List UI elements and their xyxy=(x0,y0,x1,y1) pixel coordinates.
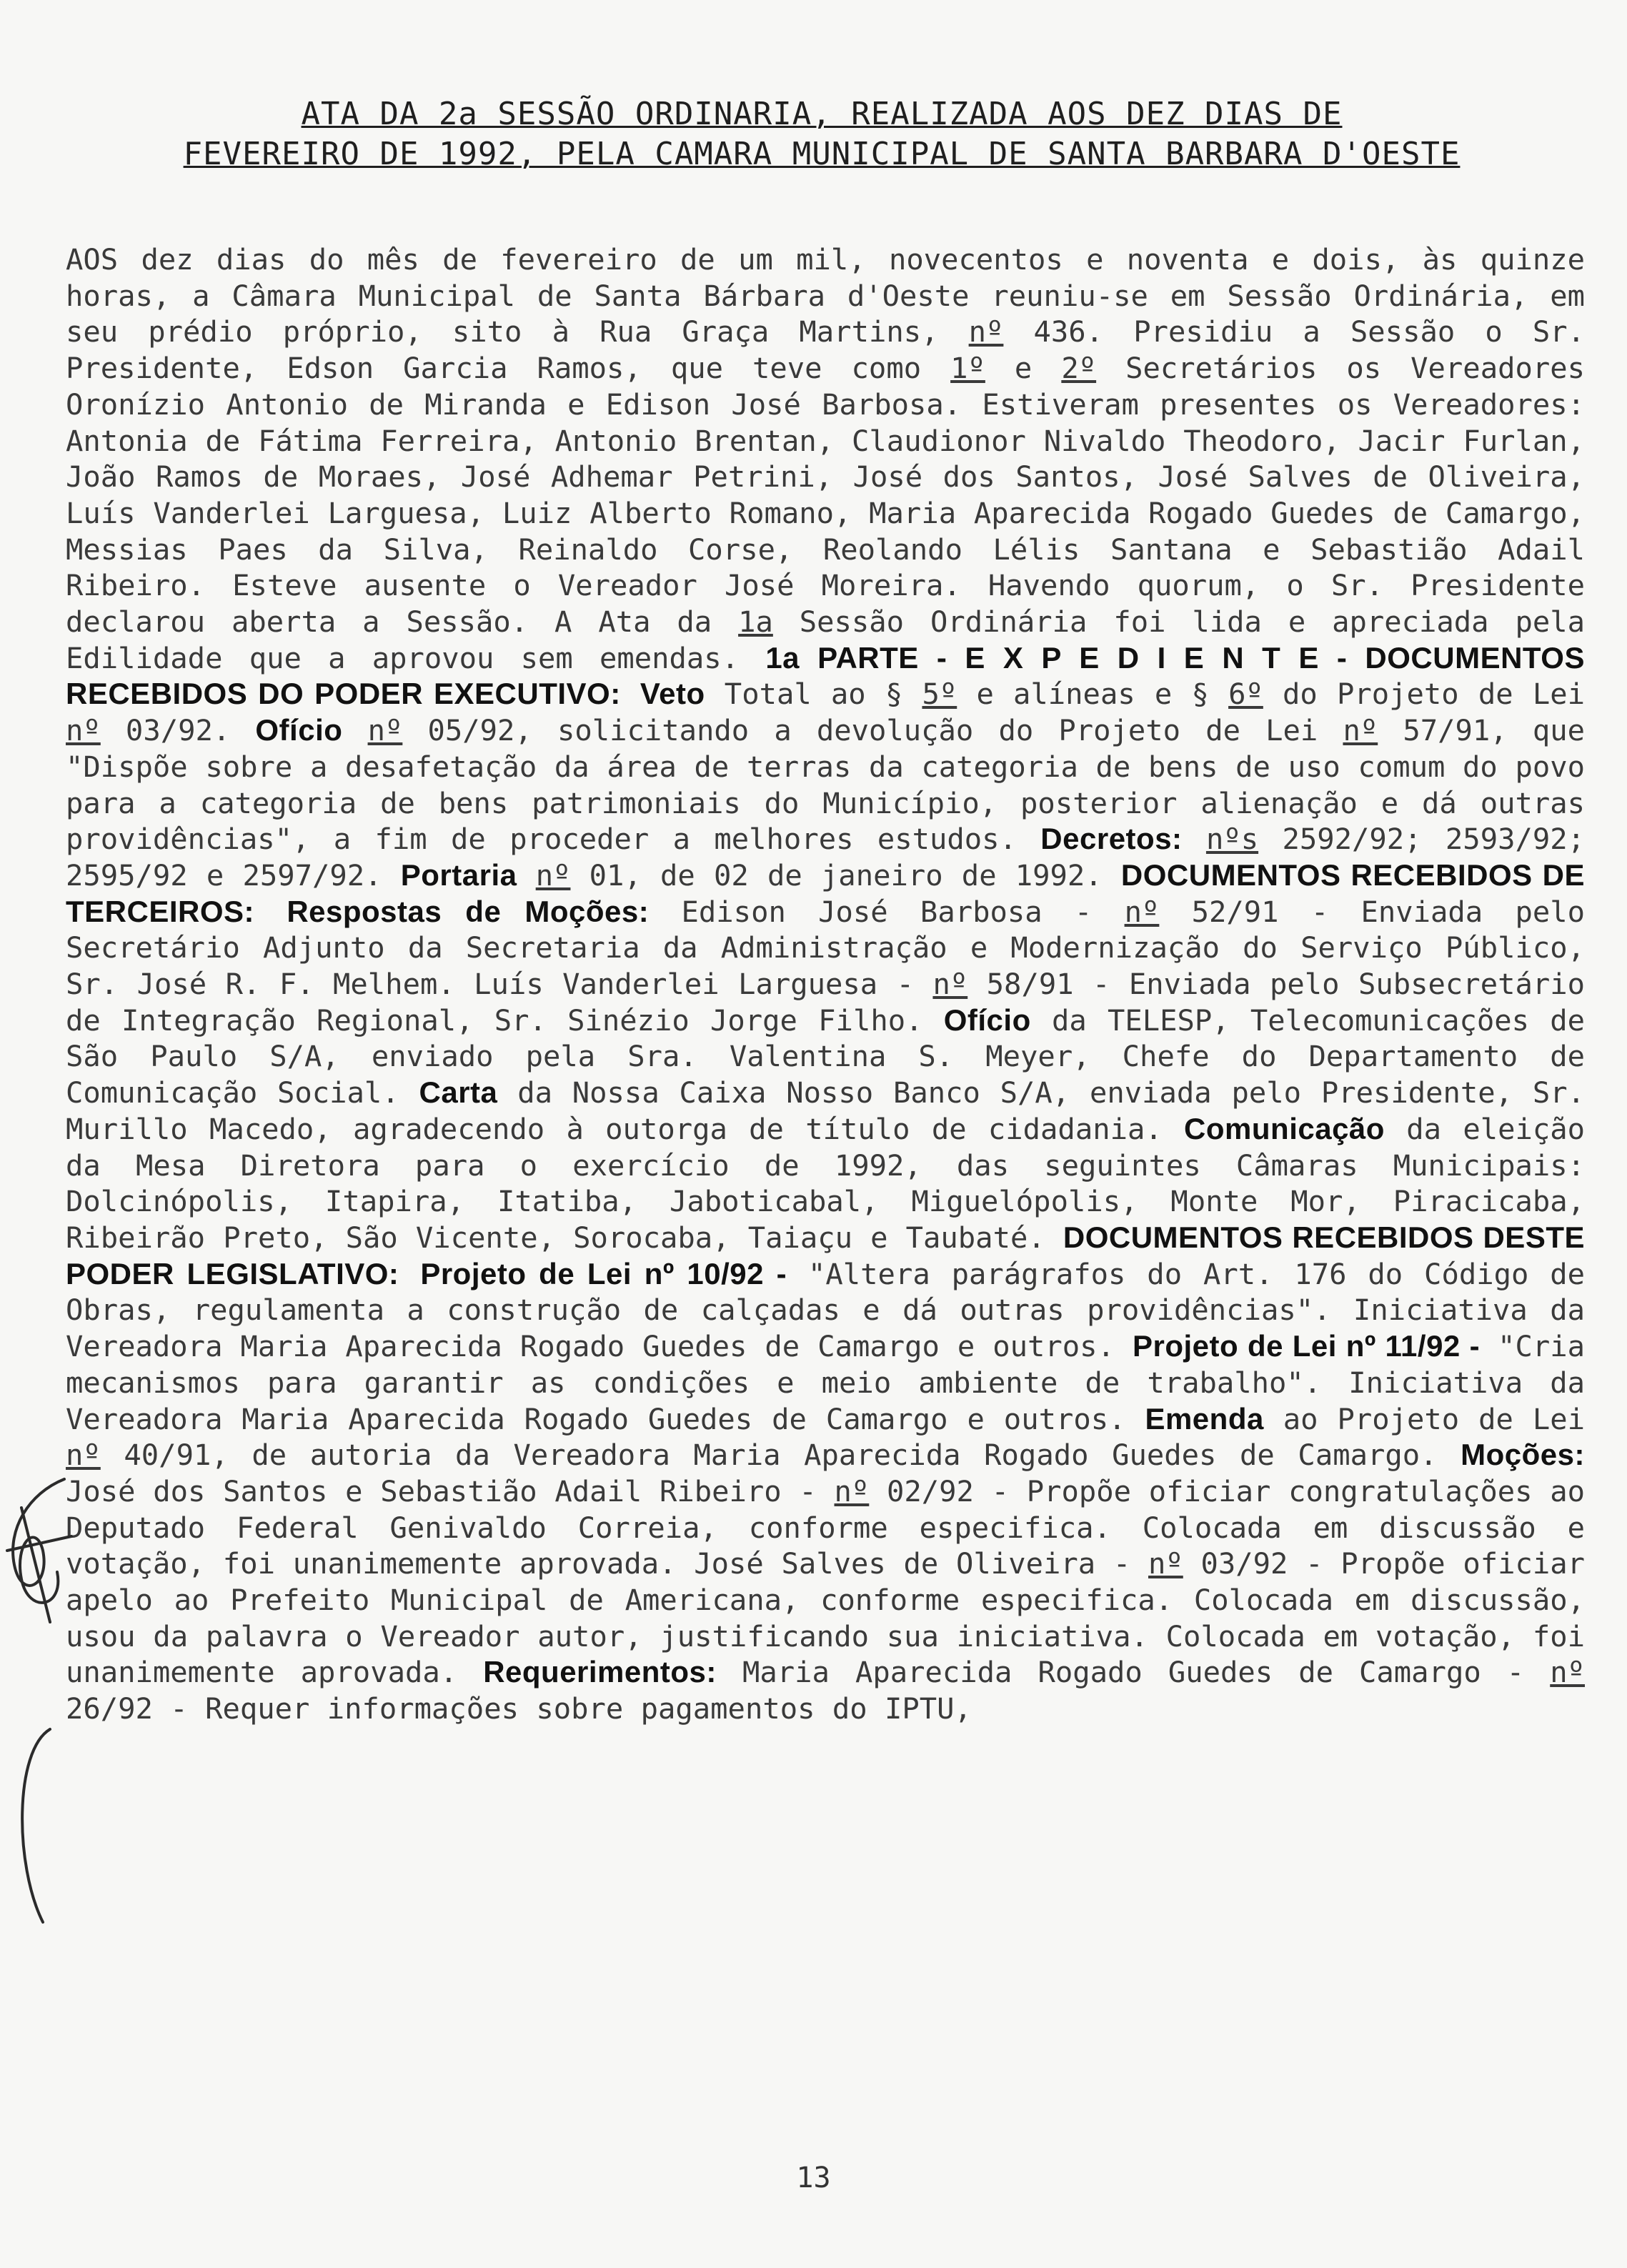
margin-initials-mark xyxy=(0,1465,100,1929)
number-abbrev: nº xyxy=(932,967,968,1002)
ordinal: 5º xyxy=(922,677,957,712)
section-heading-expediente: 1a PARTE - E X P E D I E N T E - DOCUMENTOS RECEBIDOS DO PODER EXECUTIVO: xyxy=(66,640,1585,711)
body-text: 57/91, que "Dispõe sobre a desafetação da área de terras da categoria de bens de uso comum do povo para a categoria de bens patrimoniais do Município, posterior alienação e dá outras providências", a fim de proceder a melhores estudos. xyxy=(66,713,1585,857)
heading-emenda: Emenda xyxy=(1145,1401,1264,1436)
heading-decretos: Decretos: xyxy=(1040,822,1183,856)
body-text: 2592/92; 2593/92; 2595/92 e 2597/92. xyxy=(66,822,1585,892)
initials-stroke xyxy=(7,1536,71,1551)
number-abbrev: nº xyxy=(1343,713,1378,748)
body-text: Edison José Barbosa - xyxy=(649,894,1125,929)
body-text xyxy=(342,713,367,747)
heading-legislativo: DOCUMENTOS RECEBIDOS DESTE PODER LEGISLATIVO: xyxy=(66,1220,1586,1290)
body-text: Secretários os Vereadores Oronízio Antonio de Miranda e Edison José Barbosa. Estiveram presentes os Vereadores: Antonia de Fátima Ferreira, Antonio Brentan, Claudionor Nivaldo Theodoro, Jacir Furlan, João Ramos de Moraes, José Adhemar Petrini, José dos Santos, José Salves de Oliveira, Luís Vanderlei Larguesa, Luiz Alberto Romano, Maria Aparecida Rogado Guedes de Camargo, Messias Paes da Silva, Reinaldo Corse, Reolando Lélis Santana e Sebastião Adail Ribeiro. Esteve ausente o Vereador José Moreira. Havendo quorum, o Sr. Presidente declarou aberta a Sessão. A Ata da xyxy=(66,351,1585,640)
heading-projeto-lei-10: Projeto de Lei nº 10/92 - xyxy=(420,1256,787,1290)
body-text: 436. Presidiu a Sessão o Sr. Presidente, Edson Garcia Ramos, que teve como xyxy=(66,314,1586,386)
body-text: do Projeto de Lei xyxy=(1263,677,1585,712)
title-line-1: ATA DA 2a SESSÃO ORDINARIA, REALIZADA AOS DEZ DIAS DE xyxy=(301,96,1343,132)
number-abbrev: nº xyxy=(367,713,403,748)
body-text: 05/92, solicitando a devolução do Projeto de Lei xyxy=(402,713,1343,748)
body-text: 52/91 - Enviada pelo Secretário Adjunto da Secretaria da Administração e Modernização do Serviço Público, Sr. José R. F. Melhem. Luís Vanderlei Larguesa - xyxy=(66,894,1586,1002)
body-text: 58/91 - Enviada pelo Subsecretário de Integração Regional, Sr. Sinézio Jorge Filho. xyxy=(66,967,1585,1038)
body-text: 40/91, de autoria da Vereadora Maria Aparecida Rogado Guedes de Camargo. xyxy=(100,1438,1461,1473)
heading-oficio-telesp: Ofício xyxy=(943,1003,1031,1037)
body-text: "Cria mecanismos para garantir as condições e meio ambiente de trabalho". Iniciativa da Vereadora Maria Aparecida Rogado Guedes de Camargo e outros. xyxy=(66,1329,1585,1436)
number-abbrev: nº xyxy=(66,1438,101,1473)
ordinal: 6º xyxy=(1228,677,1263,712)
body-text xyxy=(517,858,535,892)
heading-oficio: Ofício xyxy=(255,713,343,747)
number-abbrev: nº xyxy=(1148,1546,1183,1581)
body-text: da eleição da Mesa Diretora para o exercício de 1992, das seguintes Câmaras Municipais: Dolcinópolis, Itapira, Itatiba, Jaboticabal, Miguelópolis, Monte Mor, Piracicaba, Ribeirão Preto, São Vicente, Sorocaba, Taiaçu e Taubaté. xyxy=(66,1111,1586,1255)
number-abbrev: nº xyxy=(66,713,101,748)
document-title xyxy=(114,94,1529,174)
body-text: Sessão Ordinária foi lida e apreciada pela Edilidade que a aprovou sem emendas. xyxy=(66,605,1585,675)
body-text: 02/92 - Propõe oficiar congratulações ao Deputado Federal Genivaldo Correia, conforme especifica. Colocada em discussão e votação, foi unanimemente aprovada. José Salves de Oliveira - xyxy=(66,1473,1585,1581)
heading-portaria: Portaria xyxy=(400,857,517,892)
body-text: "Altera parágrafos do Art. 176 do Código de Obras, regulamenta a construção de calçadas e dá outras providências". Iniciativa da Vereadora Maria Aparecida Rogado Guedes de Camargo e outros. xyxy=(66,1256,1586,1364)
heading-mocoes: Moções: xyxy=(1461,1438,1585,1472)
page-number: 13 xyxy=(796,2162,831,2194)
heading-veto: Veto xyxy=(640,677,705,711)
number-abbrev: nºs xyxy=(1205,822,1259,857)
heading-comunicacao: Comunicação xyxy=(1184,1111,1385,1145)
body-text: 01, de 02 de janeiro de 1992. xyxy=(570,857,1121,892)
initials-stroke xyxy=(21,1508,50,1622)
number-abbrev: nº xyxy=(535,857,571,892)
body-text: Total ao § xyxy=(705,677,922,712)
body-text: Maria Aparecida Rogado Guedes de Camargo - xyxy=(716,1655,1551,1690)
minutes-body xyxy=(66,242,1585,1727)
body-text: AOS dez dias do mês de fevereiro de um mil, novecentos e noventa e dois, às quinze horas, a Câmara Municipal de Santa Bárbara d'Oeste reuniu-se em Sessão Ordinária, em seu prédio próprio, sito à Rua Graça Martins, xyxy=(66,242,1585,349)
heading-respostas-mocoes: Respostas de Moções: xyxy=(287,894,650,928)
heading-requerimentos: Requerimentos: xyxy=(483,1655,717,1689)
body-text: José dos Santos e Sebastião Adail Ribeiro - xyxy=(66,1473,835,1508)
number-abbrev: nº xyxy=(1550,1655,1586,1690)
body-text: e xyxy=(985,351,1062,386)
body-text xyxy=(1183,822,1206,856)
number-abbrev: nº xyxy=(968,314,1004,349)
body-text: 03/92. xyxy=(100,713,256,748)
body-text: 03/92 - Propõe oficiar apelo ao Prefeito Municipal de Americana, conforme especifica. Colocada em discussão, usou da palavra o Vereador autor, justificando sua iniciativa. Colocada em votação, foi unanimemente aprovada. xyxy=(66,1546,1586,1690)
heading-terceiros: DOCUMENTOS RECEBIDOS DE TERCEIROS: xyxy=(66,857,1586,928)
number-abbrev: nº xyxy=(1124,894,1160,929)
title-line-2: FEVEREIRO DE 1992, PELA CAMARA MUNICIPAL DE SANTA BARBARA D'OESTE xyxy=(183,136,1461,172)
heading-carta: Carta xyxy=(419,1075,498,1110)
body-text: ao Projeto de Lei xyxy=(1263,1401,1585,1436)
bracket-stroke xyxy=(22,1729,50,1922)
number-abbrev: nº xyxy=(834,1473,870,1508)
body-text: da TELESP, Telecomunicações de São Paulo S/A, enviado pela Sra. Valentina S. Meyer, Chefe do Departamento de Comunicação Social. xyxy=(66,1003,1586,1110)
body-text: e alíneas e § xyxy=(957,677,1229,712)
ordinal: 1a xyxy=(738,605,773,640)
ordinal: 1º xyxy=(950,351,985,386)
heading-projeto-lei-11: Projeto de Lei nº 11/92 - xyxy=(1132,1329,1481,1363)
body-text: da Nossa Caixa Nosso Banco S/A, enviada pelo Presidente, Sr. Murillo Macedo, agradecendo à outorga de título de cidadania. xyxy=(66,1075,1585,1146)
ordinal: 2º xyxy=(1061,351,1097,386)
body-text: 26/92 - Requer informações sobre pagamentos do IPTU, xyxy=(66,1691,972,1726)
